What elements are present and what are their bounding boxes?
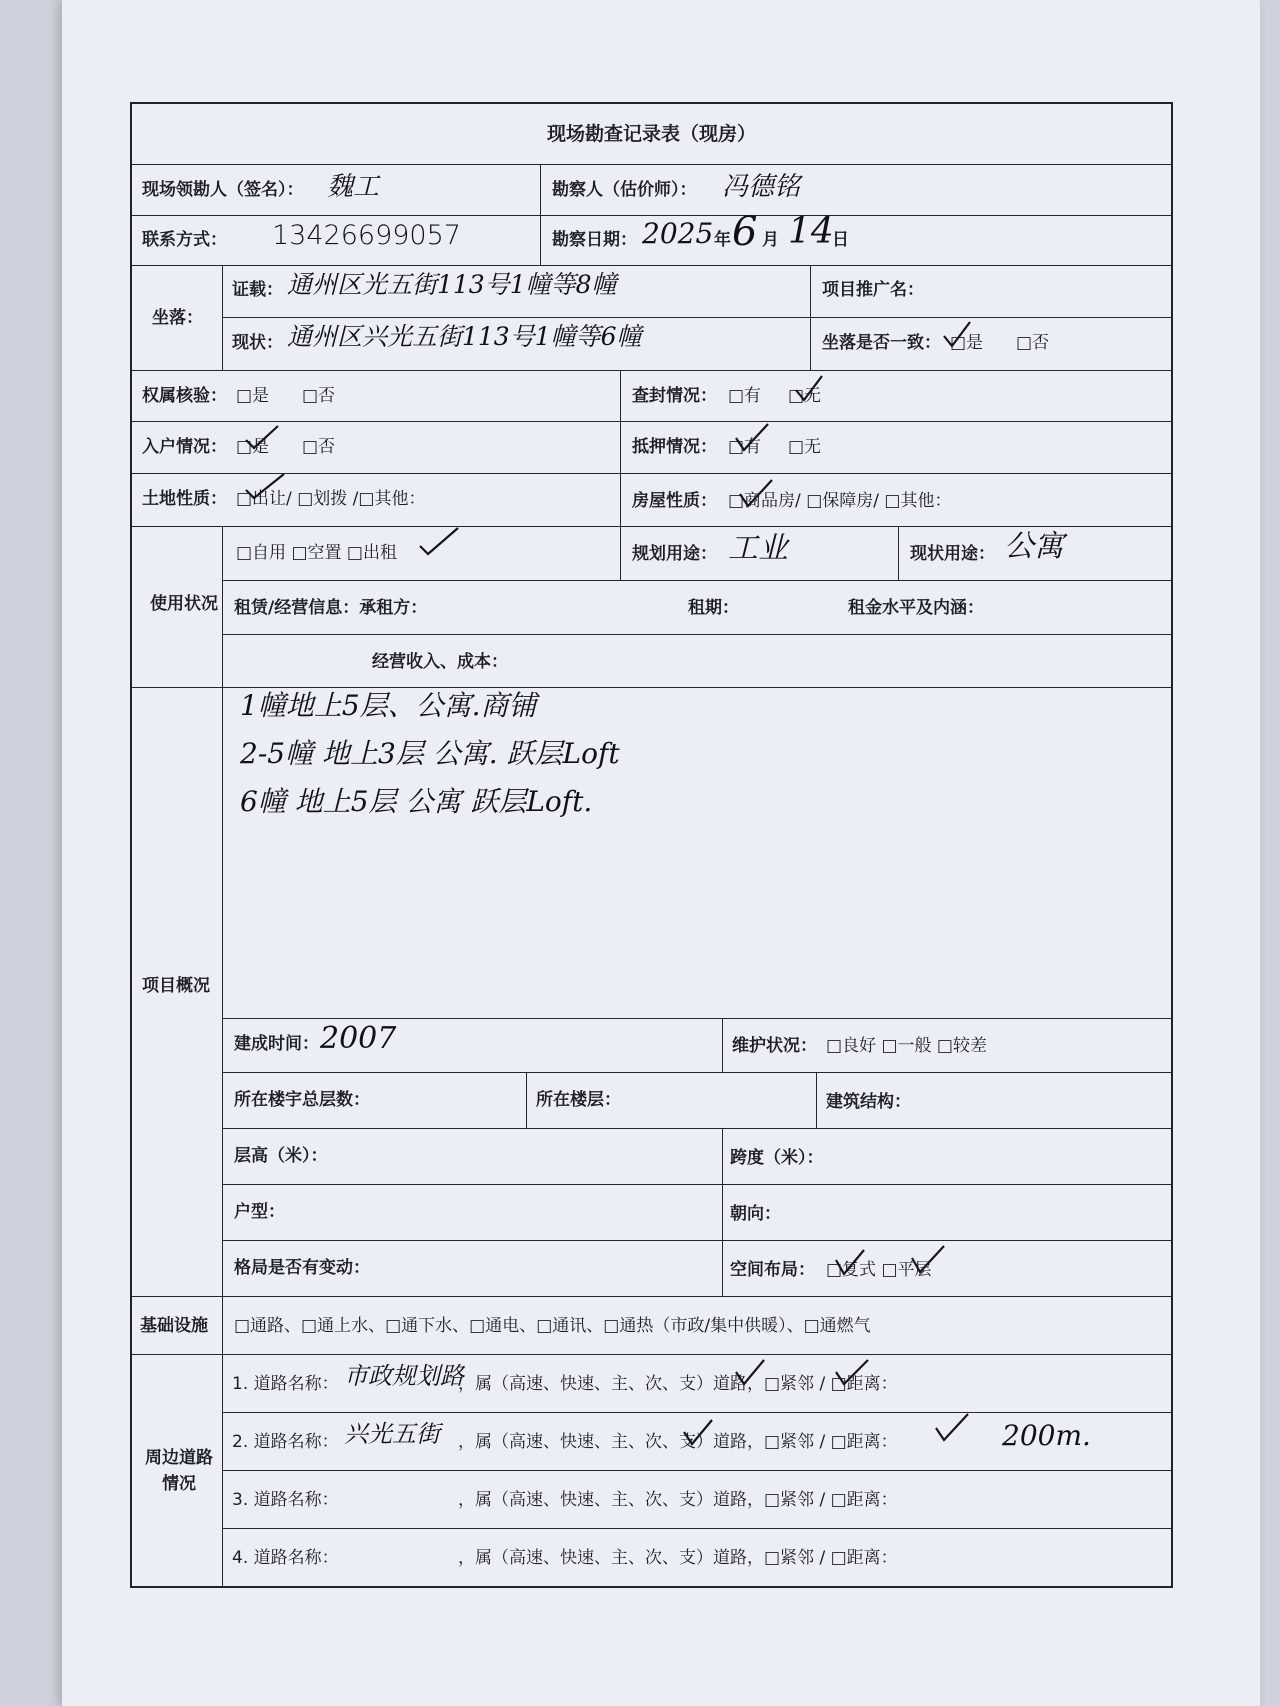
checkmark-icon bbox=[932, 1410, 972, 1444]
mortgage-none-option[interactable]: □无 bbox=[788, 437, 822, 457]
layout-change-label: 格局是否有变动： bbox=[234, 1258, 370, 1278]
planned-use-label: 规划用途： bbox=[632, 544, 717, 564]
mortgage-label: 抵押情况： bbox=[632, 437, 717, 457]
project-name-label: 项目推广名： bbox=[822, 280, 924, 300]
ownership-yes-option[interactable]: □是 bbox=[236, 386, 270, 406]
usage-options[interactable]: □自用 □空置 □出租 bbox=[236, 543, 397, 563]
infrastructure-label: 基础设施 bbox=[140, 1316, 208, 1336]
space-layout-options[interactable]: □复式 □平层 bbox=[826, 1260, 932, 1280]
land-options[interactable]: □出让/ □划拨 /□其他： bbox=[236, 489, 426, 509]
built-time-label: 建成时间： bbox=[234, 1034, 319, 1054]
current-use-value: 公寓 bbox=[1004, 529, 1064, 564]
built-time-value: 2007 bbox=[320, 1021, 397, 1056]
road-2-description[interactable]: ，属（高速、快速、主、次、支）道路，□紧邻 / □距离： bbox=[458, 1432, 898, 1452]
road-2-name: 兴光五街 bbox=[344, 1420, 440, 1448]
road-1-description[interactable]: ，属（高速、快速、主、次、支）道路，□紧邻 / □距离： bbox=[458, 1374, 898, 1394]
house-options[interactable]: □商品房/ □保障房/ □其他： bbox=[728, 491, 952, 511]
checkmark-icon bbox=[242, 420, 282, 454]
road-4-description[interactable]: ，属（高速、快速、主、次、支）道路，□紧邻 / □距离： bbox=[458, 1548, 898, 1568]
survey-form-table bbox=[130, 102, 1173, 1588]
ownership-no-option[interactable]: □否 bbox=[302, 386, 336, 406]
overview-label: 项目概况 bbox=[142, 976, 210, 996]
roads-label-line-1: 周边道路 bbox=[145, 1448, 213, 1468]
actual-label: 现状： bbox=[232, 333, 283, 353]
seal-label: 查封情况： bbox=[632, 386, 717, 406]
lease-term-label: 租期： bbox=[688, 598, 739, 618]
entry-no-option[interactable]: □否 bbox=[302, 437, 336, 457]
road-4-number: 4. 道路名称： bbox=[232, 1548, 339, 1568]
current-use-label: 现状用途： bbox=[910, 544, 995, 564]
checkmark-icon bbox=[792, 372, 826, 406]
consistent-label: 坐落是否一致： bbox=[822, 333, 941, 353]
span-label: 跨度（米）： bbox=[730, 1148, 824, 1168]
checkmark-icon bbox=[940, 318, 974, 352]
date-year: 2025 bbox=[642, 217, 714, 250]
guide-label: 现场领勘人（签名）： bbox=[142, 180, 304, 200]
consistent-no-option[interactable]: □否 bbox=[1016, 333, 1050, 353]
checkmark-icon bbox=[416, 524, 462, 558]
checkmark-icon bbox=[908, 1242, 948, 1276]
date-day-unit: 日 bbox=[832, 230, 849, 250]
checkmark-icon bbox=[732, 420, 772, 454]
overview-note-line-1: 1幢地上5层、公寓.商铺 bbox=[240, 689, 537, 722]
contact-value: 13426699057 bbox=[272, 220, 461, 251]
guide-signature: 魏工 bbox=[327, 172, 380, 202]
total-floors-label: 所在楼宇总层数： bbox=[234, 1090, 370, 1110]
checkmark-icon bbox=[832, 1244, 868, 1278]
actual-address: 通州区兴光五街113号1幢等6幢 bbox=[287, 322, 642, 351]
maintenance-options[interactable]: □良好 □一般 □较差 bbox=[826, 1036, 987, 1056]
structure-label: 建筑结构： bbox=[826, 1092, 911, 1112]
checkmark-icon bbox=[242, 470, 288, 504]
road-3-number: 3. 道路名称： bbox=[232, 1490, 339, 1510]
road-1-number: 1. 道路名称： bbox=[232, 1374, 339, 1394]
checkmark-icon bbox=[736, 476, 776, 510]
date-month-unit: 月 bbox=[762, 230, 779, 250]
unit-type-label: 户型： bbox=[234, 1202, 285, 1222]
form-title: 现场勘查记录表（现房） bbox=[546, 123, 756, 145]
road-3-description[interactable]: ，属（高速、快速、主、次、支）道路，□紧邻 / □距离： bbox=[458, 1490, 898, 1510]
cert-address: 通州区光五街113号1幢等8幢 bbox=[287, 270, 617, 299]
floor-label: 所在楼层： bbox=[536, 1090, 621, 1110]
overview-note-line-3: 6幢 地上5层 公寓 跃层Loft. bbox=[240, 785, 593, 818]
ownership-label: 权属核验： bbox=[142, 386, 227, 406]
mortgage-have-option[interactable]: □有 bbox=[728, 437, 762, 457]
entry-yes-option[interactable]: □是 bbox=[236, 437, 270, 457]
floor-height-label: 层高（米）： bbox=[234, 1146, 328, 1166]
seal-none-option[interactable]: □无 bbox=[788, 386, 822, 406]
date-label: 勘察日期： bbox=[552, 230, 637, 250]
entry-label: 入户情况： bbox=[142, 437, 227, 457]
rent-label: 租金水平及内涵： bbox=[848, 598, 984, 618]
overview-note-line-2: 2-5幢 地上3层 公寓. 跃层Loft bbox=[240, 737, 620, 770]
surveyor-signature: 冯德铭 bbox=[722, 172, 801, 202]
planned-use-value: 工业 bbox=[728, 531, 788, 566]
road-1-name: 市政规划路 bbox=[344, 1362, 464, 1390]
land-label: 土地性质： bbox=[142, 489, 227, 509]
orientation-label: 朝向： bbox=[730, 1204, 781, 1224]
seal-have-option[interactable]: □有 bbox=[728, 386, 762, 406]
checkmark-icon bbox=[732, 1354, 768, 1388]
infrastructure-options[interactable]: □通路、□通上水、□通下水、□通电、□通讯、□通热（市政/集中供暖）、□通燃气 bbox=[234, 1316, 871, 1336]
space-layout-label: 空间布局： bbox=[730, 1260, 815, 1280]
date-day: 14 bbox=[788, 211, 834, 252]
location-label: 坐落： bbox=[152, 308, 203, 328]
usage-label: 使用状况 bbox=[150, 594, 218, 614]
contact-label: 联系方式： bbox=[142, 230, 227, 250]
checkmark-icon bbox=[832, 1354, 872, 1388]
revenue-label: 经营收入、成本： bbox=[372, 652, 508, 672]
checkmark-icon bbox=[680, 1414, 716, 1448]
road-2-distance: 200m. bbox=[1002, 1419, 1091, 1452]
consistent-yes-option[interactable]: □是 bbox=[950, 333, 984, 353]
maintenance-label: 维护状况： bbox=[732, 1036, 817, 1056]
cert-label: 证载： bbox=[232, 280, 283, 300]
date-month: 6 bbox=[732, 209, 758, 255]
surveyor-label: 勘察人（估价师）： bbox=[552, 180, 697, 200]
date-year-unit: 年 bbox=[714, 230, 731, 250]
roads-label-line-2: 情况 bbox=[162, 1474, 196, 1494]
house-label: 房屋性质： bbox=[632, 491, 717, 511]
road-2-number: 2. 道路名称： bbox=[232, 1432, 339, 1452]
lease-label: 租赁/经营信息：承租方： bbox=[234, 598, 428, 618]
